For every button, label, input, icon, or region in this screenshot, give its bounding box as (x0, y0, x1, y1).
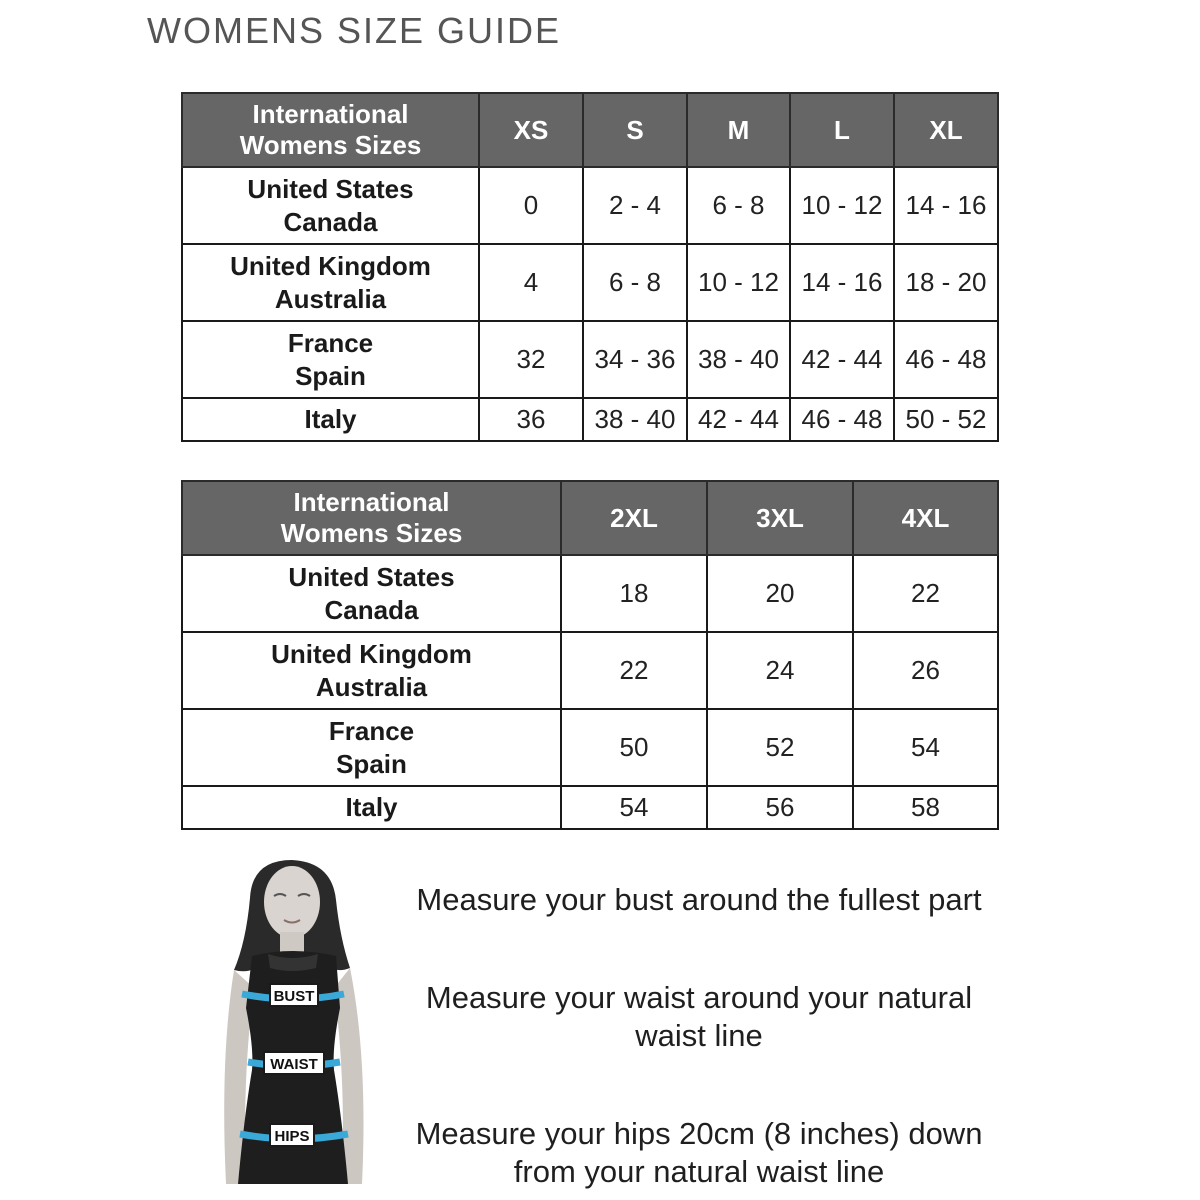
hips-instruction (410, 1115, 988, 1191)
row-label-line1: United States (288, 561, 455, 592)
row-label-line1: France (328, 715, 415, 746)
row-label-france-spain (182, 709, 561, 786)
table-cell: 6 - 8 (687, 167, 790, 244)
row-label-line2: Australia (274, 283, 387, 314)
body-measurement-figure (190, 858, 400, 1184)
row-label-line2: Canada (283, 206, 378, 237)
bust-instruction-text: Measure your bust around the fullest part (416, 882, 982, 917)
table-cell: 34 - 36 (583, 321, 687, 398)
table-cell: 56 (707, 786, 853, 829)
table-cell: 36 (479, 398, 583, 441)
table-cell: 24 (707, 632, 853, 709)
hips-instruction-line1: Measure your hips 20cm (8 inches) down (415, 1116, 983, 1151)
table-row (182, 244, 998, 321)
size-table-plus (181, 480, 999, 830)
table-cell: 46 - 48 (790, 398, 894, 441)
table-cell: 6 - 8 (583, 244, 687, 321)
row-label-line1: France (287, 327, 374, 358)
table-cell: 38 - 40 (687, 321, 790, 398)
header-label-cell (182, 481, 561, 555)
size-header-4xl: 4XL (853, 481, 998, 555)
row-label-line2: Spain (295, 360, 366, 391)
size-header-xs: XS (479, 93, 583, 167)
size-header-l: L (790, 93, 894, 167)
row-label-france-spain (182, 321, 479, 398)
size-header-s: S (583, 93, 687, 167)
row-label-us-canada (182, 167, 479, 244)
table-cell: 18 - 20 (894, 244, 998, 321)
page-title: WOMENS SIZE GUIDE (147, 10, 562, 51)
table-cell: 10 - 12 (687, 244, 790, 321)
header-label-line1: International (293, 487, 450, 517)
row-label-uk-australia (182, 244, 479, 321)
table-cell: 26 (853, 632, 998, 709)
table-cell: 54 (853, 709, 998, 786)
table-cell: 50 (561, 709, 707, 786)
table-cell: 32 (479, 321, 583, 398)
table-row (182, 555, 998, 632)
table-cell: 46 - 48 (894, 321, 998, 398)
header-label-line2: Womens Sizes (280, 518, 463, 548)
table-header-row (182, 481, 998, 555)
table-cell: 52 (707, 709, 853, 786)
table-row (182, 321, 998, 398)
row-label-italy: Italy (182, 398, 479, 441)
table-row (182, 632, 998, 709)
row-label-line1: United Kingdom (230, 250, 431, 281)
table-cell: 18 (561, 555, 707, 632)
hips-label: HIPS (274, 1128, 310, 1145)
table-row (182, 167, 998, 244)
size-header-xl: XL (894, 93, 998, 167)
table-cell: 0 (479, 167, 583, 244)
table-header-row (182, 93, 998, 167)
table-cell: 14 - 16 (790, 244, 894, 321)
table-cell: 10 - 12 (790, 167, 894, 244)
waist-instruction (410, 979, 988, 1055)
table-cell: 58 (853, 786, 998, 829)
header-label-line2: Womens Sizes (239, 130, 422, 160)
bust-instruction (410, 881, 988, 919)
row-label-us-canada (182, 555, 561, 632)
waist-label: WAIST (270, 1056, 318, 1073)
table-cell: 4 (479, 244, 583, 321)
size-table-standard (181, 92, 999, 442)
table-cell: 22 (561, 632, 707, 709)
size-header-m: M (687, 93, 790, 167)
table-cell: 22 (853, 555, 998, 632)
table-row (182, 709, 998, 786)
row-label-line1: United States (247, 173, 414, 204)
row-label-line2: Spain (336, 748, 407, 779)
table-cell: 50 - 52 (894, 398, 998, 441)
table-row (182, 786, 998, 829)
size-header-2xl: 2XL (561, 481, 707, 555)
table-cell: 54 (561, 786, 707, 829)
table-cell: 14 - 16 (894, 167, 998, 244)
row-label-line2: Australia (315, 671, 428, 702)
row-label-line2: Canada (324, 594, 419, 625)
waist-instruction-line1: Measure your waist around your natural (425, 980, 973, 1015)
table-cell: 42 - 44 (687, 398, 790, 441)
table-cell: 42 - 44 (790, 321, 894, 398)
size-header-3xl: 3XL (707, 481, 853, 555)
bust-label: BUST (273, 988, 315, 1005)
row-label-uk-australia (182, 632, 561, 709)
hips-instruction-line2: from your natural waist line (513, 1154, 885, 1189)
table-cell: 20 (707, 555, 853, 632)
waist-instruction-line2: waist line (635, 1018, 763, 1053)
table-cell: 2 - 4 (583, 167, 687, 244)
row-label-line1: United Kingdom (271, 638, 472, 669)
header-label-cell (182, 93, 479, 167)
header-label-line1: International (252, 99, 409, 129)
table-row (182, 398, 998, 441)
table-cell: 38 - 40 (583, 398, 687, 441)
row-label-italy: Italy (182, 786, 561, 829)
